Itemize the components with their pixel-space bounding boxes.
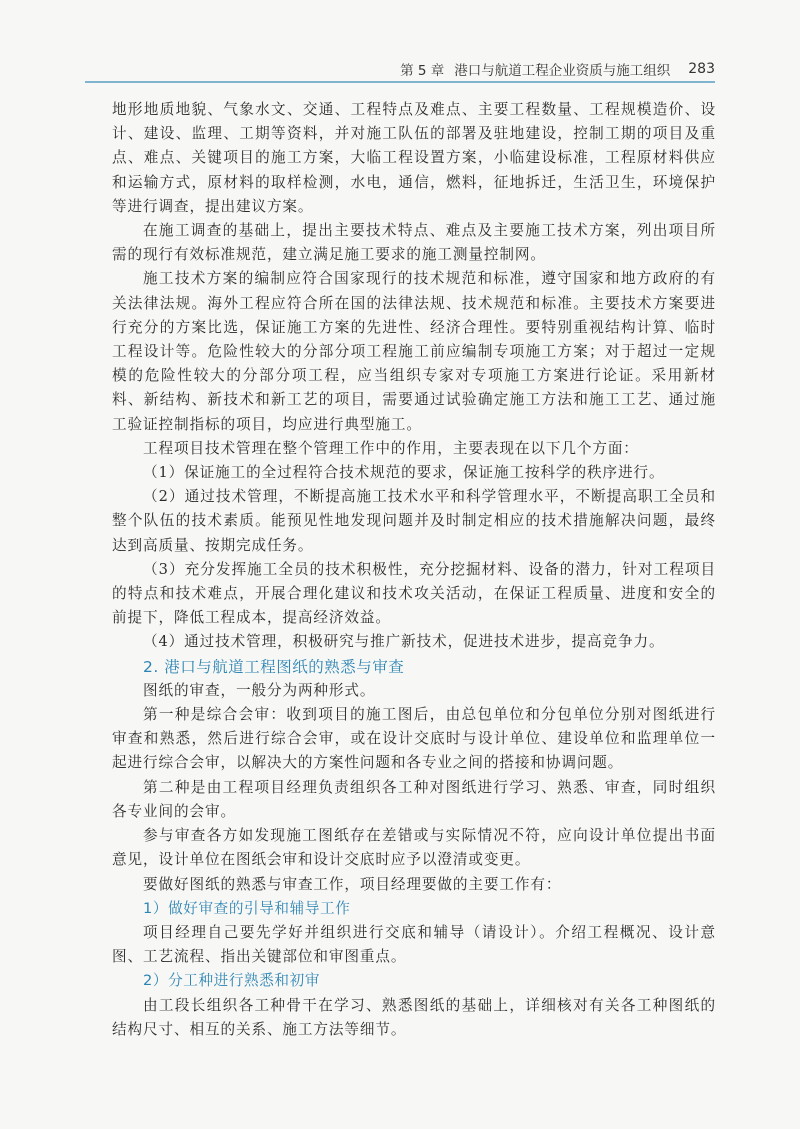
subsection-heading-1: 1）做好审查的引导和辅导工作 (143, 899, 351, 917)
paragraph-8: 参与审查各方如发现施工图纸存在差错或与实际情况不符，应向设计单位提出书面意见，设计单位在图纸会审和设计交底时应予以澄清或变更。 (112, 827, 716, 869)
paragraph-11: 由工段长组织各工种骨干在学习、熟悉图纸的基础上，详细核对有关各工种图纸的结构尺寸、相互的关系、施工方法等细节。 (112, 996, 716, 1038)
chapter-label: 第 5 章 (400, 63, 445, 79)
paragraph-1: 地形地质地貌、气象水文、交通、工程特点及难点、主要工程数量、工程规模造价、设计、建设、监理、工期等资料，并对施工队伍的部署及驻地建设，控制工期的项目及重点、难点、关键项目的施工方案，大临工程设置方案，小临建设标准，工程原材料供应和运输方式，原材料的取样检测，水电，通信，燃料，征地拆迁，生活卫生，环境保护等进行调查，提出建议方案。 (112, 101, 716, 215)
chapter-title: 港口与航道工程企业资质与施工组织 (454, 63, 671, 79)
list-item-3: （3）充分发挥施工全员的技术积极性，充分挖掘材料、设备的潜力，针对工程项目的特点和技术难点，开展合理化建议和技术攻关活动，在保证工程质量、进度和安全的前提下，降低工程成本，提高经济效益。 (112, 560, 716, 627)
header-divider (85, 81, 715, 83)
paragraph-5: 图纸的审查，一般分为两种形式。 (143, 681, 376, 699)
paragraph-6: 第一种是综合会审：收到项目的施工图后，由总包单位和分包单位分别对图纸进行审查和熟悉，然后进行综合会审，或在设计交底时与设计单位、建设单位和监理单位一起进行综合会审，以解决大的方案性问题和各专业之间的搭接和协调问题。 (112, 706, 716, 772)
paragraph-10: 项目经理自己要先学好并组织进行交底和辅导（请设计）。介绍工程概况、设计意图、工艺流程、指出关键部位和审图重点。 (112, 923, 716, 966)
list-item-1: （1）保证施工的全过程符合技术规范的要求，保证施工按科学的秩序进行。 (143, 464, 665, 482)
paragraph-4: 工程项目技术管理在整个管理工作中的作用，主要表现在以下几个方面： (143, 439, 639, 457)
page-number: 283 (688, 61, 715, 77)
paragraph-7: 第二种是由工程项目经理负责组织各工种对图纸进行学习、熟悉、审查，同时组织各专业间的会审。 (112, 778, 716, 820)
section-heading: 2. 港口与航道工程图纸的熟悉与审查 (143, 657, 405, 676)
paragraph-9: 要做好图纸的熟悉与审查工作，项目经理要做的主要工作有： (143, 875, 562, 893)
list-item-2: （2）通过技术管理，不断提高施工技术水平和科学管理水平，不断提高职工全员和整个队伍的技术素质。能预见性地发现问题并及时制定相应的技术措施解决问题，最终达到高质量、按期完成任务。 (112, 488, 716, 554)
subsection-heading-2: 2）分工种进行熟悉和初审 (143, 972, 321, 990)
running-header (85, 58, 715, 80)
paragraph-2: 在施工调查的基础上，提出主要技术特点、难点及主要施工技术方案，列出项目所需的现行有效标准规范，建立满足施工要求的施工测量控制网。 (112, 222, 716, 264)
page-body (112, 98, 716, 1042)
list-item-4: （4）通过技术管理，积极研究与推广新技术，促进技术进步，提高竞争力。 (143, 633, 665, 651)
paragraph-3: 施工技术方案的编制应符合国家现行的技术规范和标准，遵守国家和地方政府的有关法律法规。海外工程应符合所在国的法律法规、技术规范和标准。主要技术方案要进行充分的方案比选，保证施工方案的先进性、经济合理性。要特别重视结构计算、临时工程设计等。危险性较大的分部分项工程施工前应编制专项施工方案；对于超过一定规模的危险性较大的分部分项工程，应当组织专家对专项施工方案进行论证。采用新材料、新结构、新技术和新工艺的项目，需要通过试验确定施工方法和施工工艺、通过施工验证控制指标的项目，均应进行典型施工。 (112, 270, 716, 433)
